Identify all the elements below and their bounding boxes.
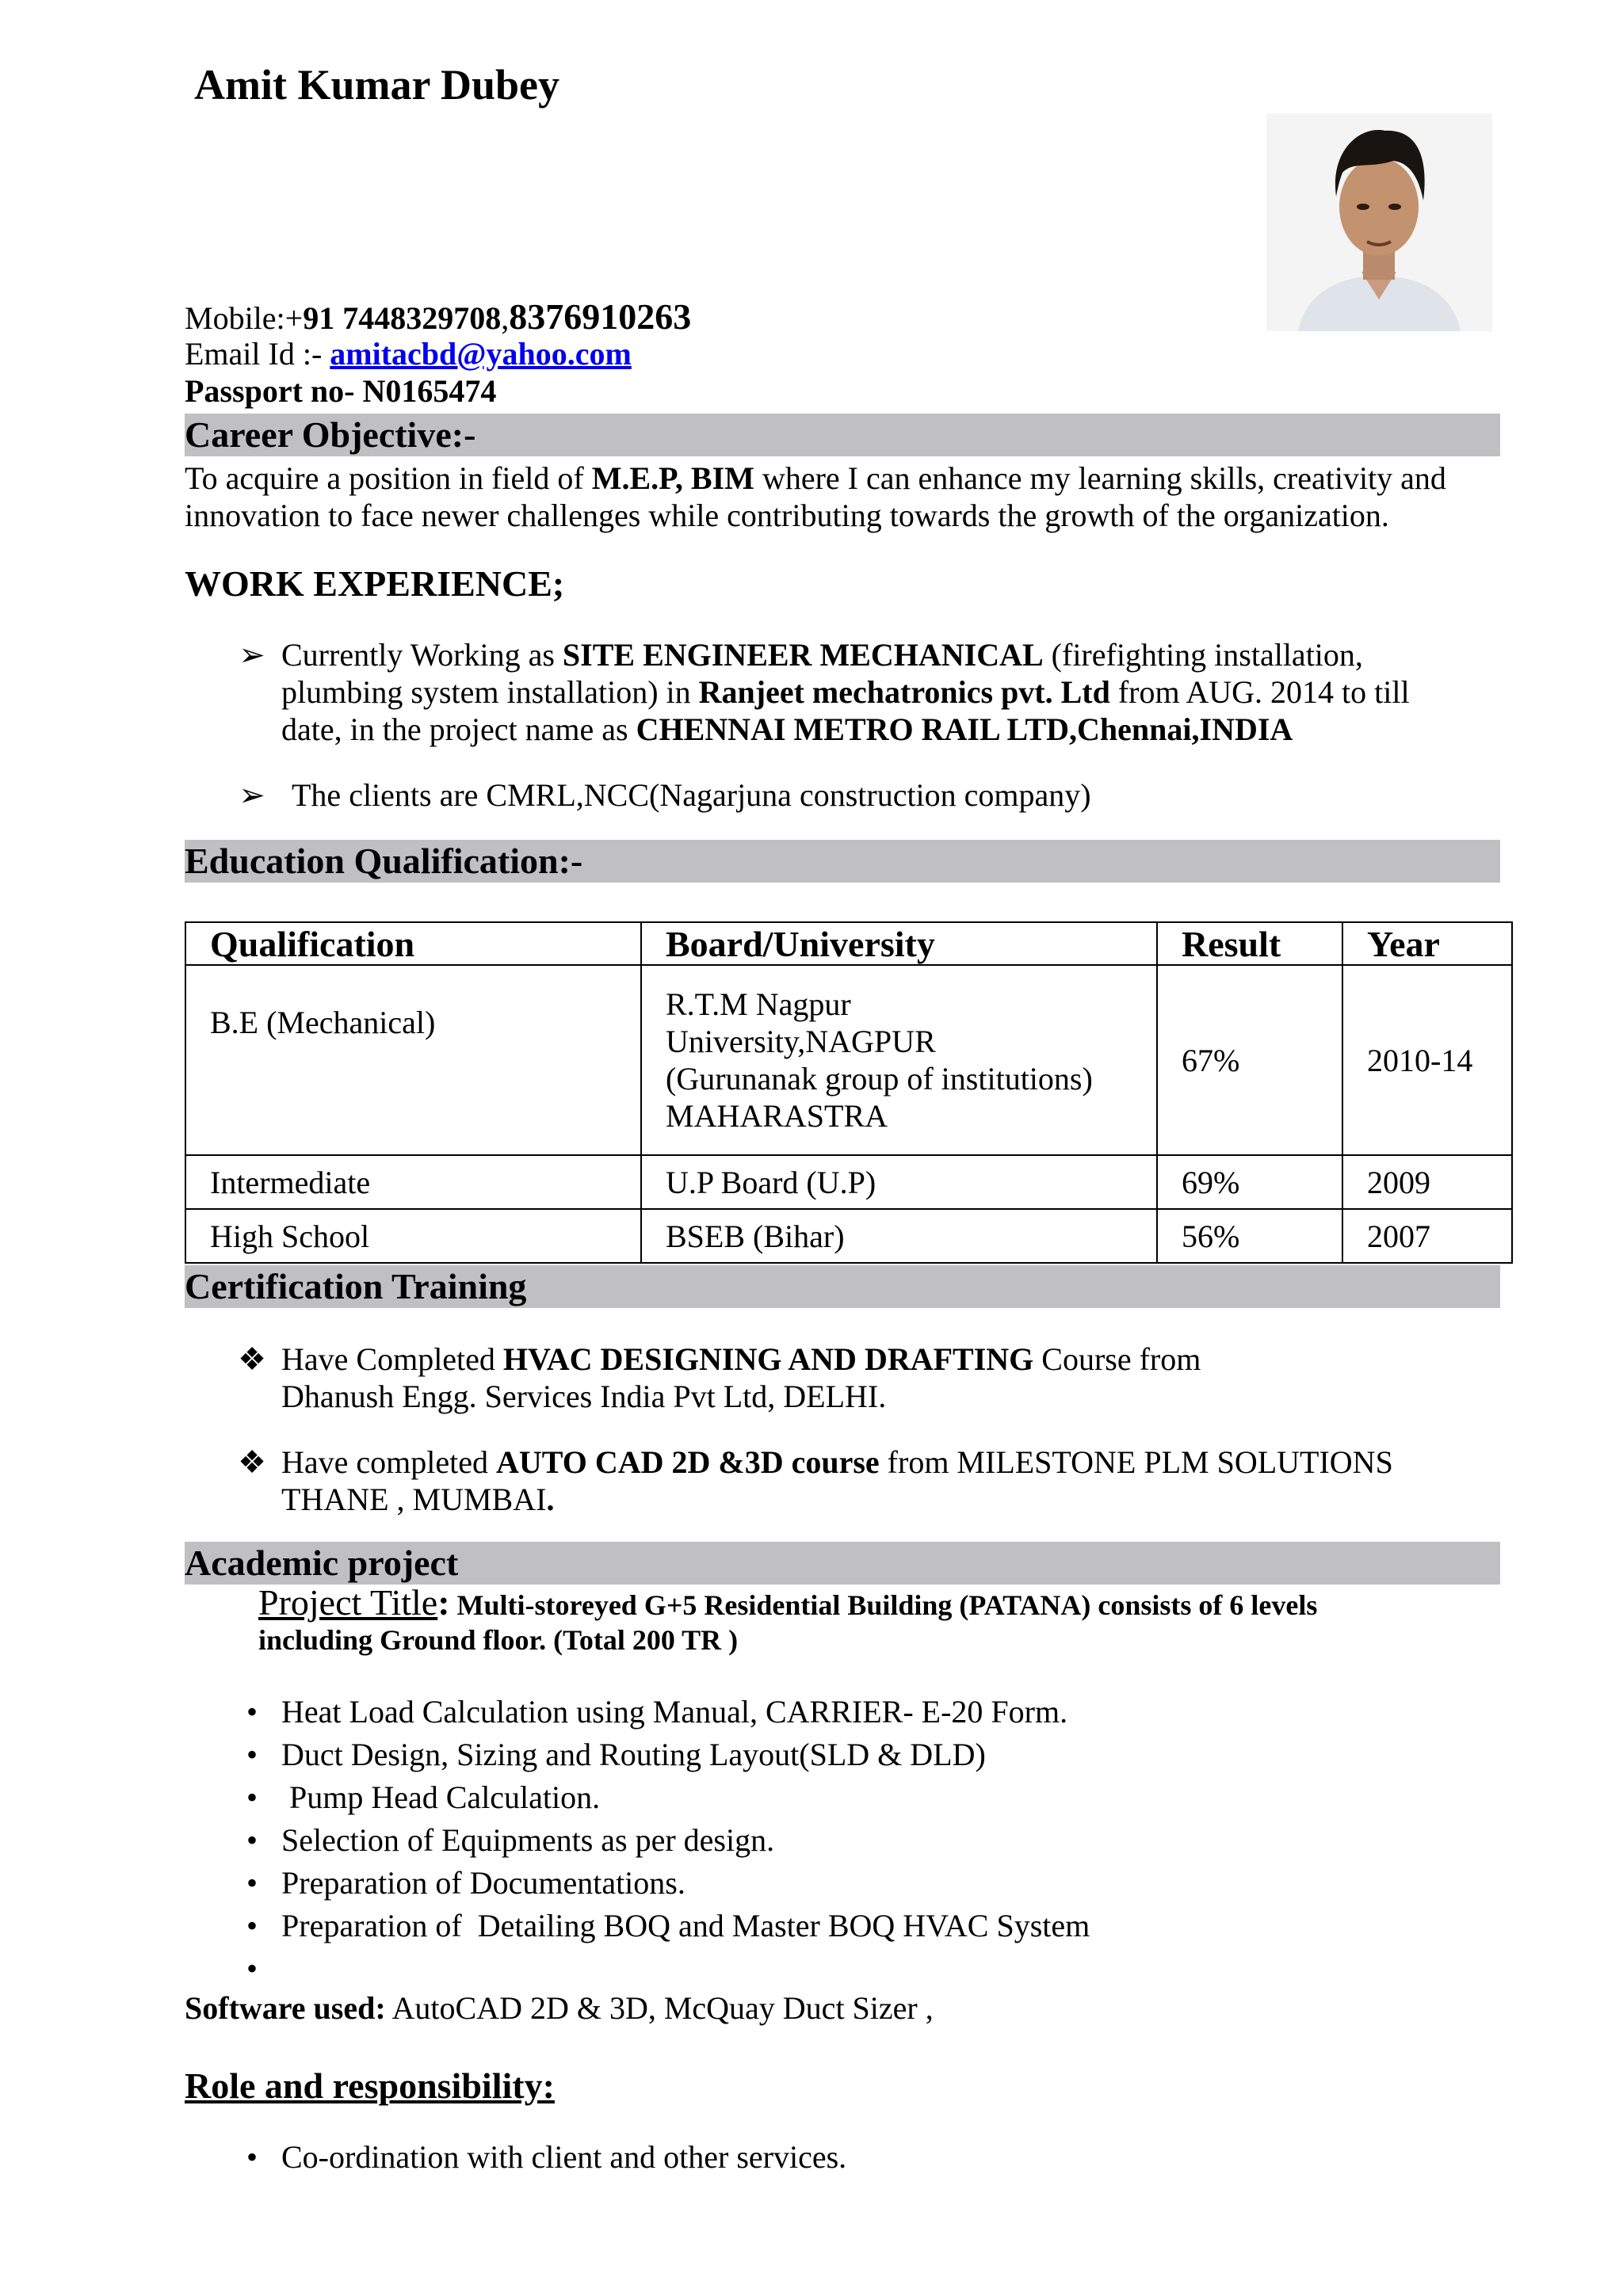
candidate-name: Amit Kumar Dubey <box>194 61 560 109</box>
cert-course: HVAC DESIGNING AND DRAFTING <box>502 1341 1034 1377</box>
list-item: Selection of Equipments as per design. <box>281 1822 775 1858</box>
cell-year: 2009 <box>1342 1155 1512 1209</box>
table-header-row <box>185 922 1512 965</box>
career-objective-text <box>185 460 1516 534</box>
bullet-icon: • <box>246 2139 258 2175</box>
bullet-icon: • <box>246 1865 258 1901</box>
software-value: AutoCAD 2D & 3D, McQuay Duct Sizer , <box>385 1990 934 2026</box>
cert-institute: Dhanush Engg. Services India Pvt Ltd, DELHI. <box>281 1379 887 1414</box>
list-item: Duct Design, Sizing and Routing Layout(SLD & DLD) <box>281 1737 986 1772</box>
mobile-number-1: 91 7448329708 <box>303 300 502 336</box>
list-item: Heat Load Calculation using Manual, CARRIER- E-20 Form. <box>281 1694 1068 1730</box>
objective-text-1: To acquire a position in field of <box>185 460 592 496</box>
cell-board: U.P Board (U.P) <box>641 1155 1157 1209</box>
software-label: Software used: <box>185 1990 386 2026</box>
job-title: SITE ENGINEER MECHANICAL <box>562 637 1044 673</box>
cert-text: from MILESTONE PLM SOLUTIONS <box>879 1444 1393 1480</box>
cert-text: Course from <box>1033 1341 1201 1377</box>
header-qualification: Qualification <box>185 922 641 965</box>
cert-period: . <box>546 1482 555 1517</box>
work-item-1 <box>281 636 1518 748</box>
cell-qualification: Intermediate <box>185 1155 641 1209</box>
project-title-text-2: including Ground floor. (Total 200 TR ) <box>258 1624 739 1656</box>
bullet-icon: • <box>246 1822 258 1858</box>
project-title-text: Multi-storeyed G+5 Residential Building (PATANA) consists of 6 levels <box>449 1589 1318 1621</box>
cert-item-1 <box>281 1341 1518 1415</box>
contact-block <box>185 298 691 410</box>
work-item-2: The clients are CMRL,NCC(Nagarjuna construction company) <box>292 777 1091 813</box>
diamond-bullet-icon: ❖ <box>238 1444 266 1480</box>
company-name: Ranjeet mechatronics pvt. Ltd <box>698 674 1110 710</box>
bullet-icon: • <box>246 1737 258 1772</box>
cert-text: Have completed <box>281 1444 496 1480</box>
table-row <box>185 965 1512 1155</box>
work-text: (firefighting installation, <box>1043 637 1363 673</box>
cert-institute: THANE , MUMBAI <box>281 1482 547 1517</box>
certification-heading: Certification Training <box>185 1265 1500 1308</box>
mobile-separator: , <box>501 300 510 336</box>
cell-result: 67% <box>1157 965 1342 1155</box>
arrow-bullet-icon: ➢ <box>239 777 265 813</box>
header-board: Board/University <box>641 922 1157 965</box>
cell-result: 69% <box>1157 1155 1342 1209</box>
mobile-line <box>185 298 691 335</box>
cell-year: 2010-14 <box>1342 965 1512 1155</box>
cell-result: 56% <box>1157 1209 1342 1263</box>
education-table <box>185 921 1513 1264</box>
header-result: Result <box>1157 922 1342 965</box>
board-line: University,NAGPUR <box>666 1024 936 1059</box>
academic-project-heading: Academic project <box>185 1542 1500 1585</box>
list-item: Pump Head Calculation. <box>281 1779 601 1815</box>
software-used <box>185 1989 934 2027</box>
bullet-icon: • <box>246 1908 258 1943</box>
role-heading: Role and responsibility: <box>185 2065 555 2106</box>
career-objective-heading: Career Objective:- <box>185 414 1500 456</box>
arrow-bullet-icon: ➢ <box>239 637 265 673</box>
list-item: Co-ordination with client and other services. <box>281 2139 847 2175</box>
work-text: Currently Working as <box>281 637 563 673</box>
project-title <box>258 1584 1518 1656</box>
cert-item-2 <box>281 1444 1518 1518</box>
objective-text-2: where I can enhance my learning skills, creativity and <box>754 460 1446 496</box>
cell-board <box>641 965 1157 1155</box>
list-item: Preparation of Detailing BOQ and Master BOQ HVAC System <box>281 1908 1090 1943</box>
list-item: Preparation of Documentations. <box>281 1865 685 1901</box>
profile-photo <box>1266 113 1492 331</box>
cell-qualification: B.E (Mechanical) <box>185 965 641 1155</box>
passport-number: Passport no- N0165474 <box>185 373 497 409</box>
diamond-bullet-icon: ❖ <box>238 1341 266 1377</box>
bullet-icon: • <box>246 1951 258 1986</box>
board-line: (Gurunanak group of institutions) <box>666 1061 1093 1097</box>
cell-qualification: High School <box>185 1209 641 1263</box>
email-line <box>185 335 691 372</box>
board-line: MAHARASTRA <box>666 1098 888 1134</box>
project-title-colon: : <box>437 1582 450 1623</box>
table-row <box>185 1209 1512 1263</box>
bullet-icon: • <box>246 1694 258 1730</box>
mobile-label: Mobile:+ <box>185 300 304 336</box>
cert-text: Have Completed <box>281 1341 503 1377</box>
table-row <box>185 1155 1512 1209</box>
project-name: CHENNAI METRO RAIL LTD,Chennai,INDIA <box>636 711 1293 747</box>
work-text: from AUG. 2014 to till <box>1109 674 1410 710</box>
work-text: date, in the project name as <box>281 711 636 747</box>
work-text: plumbing system installation) in <box>281 674 699 710</box>
email-link[interactable]: amitacbd@yahoo.com <box>330 336 632 372</box>
header-year: Year <box>1342 922 1512 965</box>
board-line: R.T.M Nagpur <box>666 986 851 1022</box>
cert-course: AUTO CAD 2D &3D course <box>496 1444 880 1480</box>
bullet-icon: • <box>246 1779 258 1815</box>
work-experience-heading: WORK EXPERIENCE; <box>185 563 565 604</box>
project-title-label: Project Title <box>258 1582 438 1623</box>
email-label: Email Id :- <box>185 336 330 372</box>
cell-year: 2007 <box>1342 1209 1512 1263</box>
objective-text-3: innovation to face newer challenges while contributing towards the growth of the organization. <box>185 498 1389 533</box>
portrait-image <box>1266 113 1492 331</box>
mobile-number-2: 8376910263 <box>509 296 692 337</box>
education-heading: Education Qualification:- <box>185 840 1500 883</box>
objective-bold: M.E.P, BIM <box>591 460 754 496</box>
cell-board: BSEB (Bihar) <box>641 1209 1157 1263</box>
